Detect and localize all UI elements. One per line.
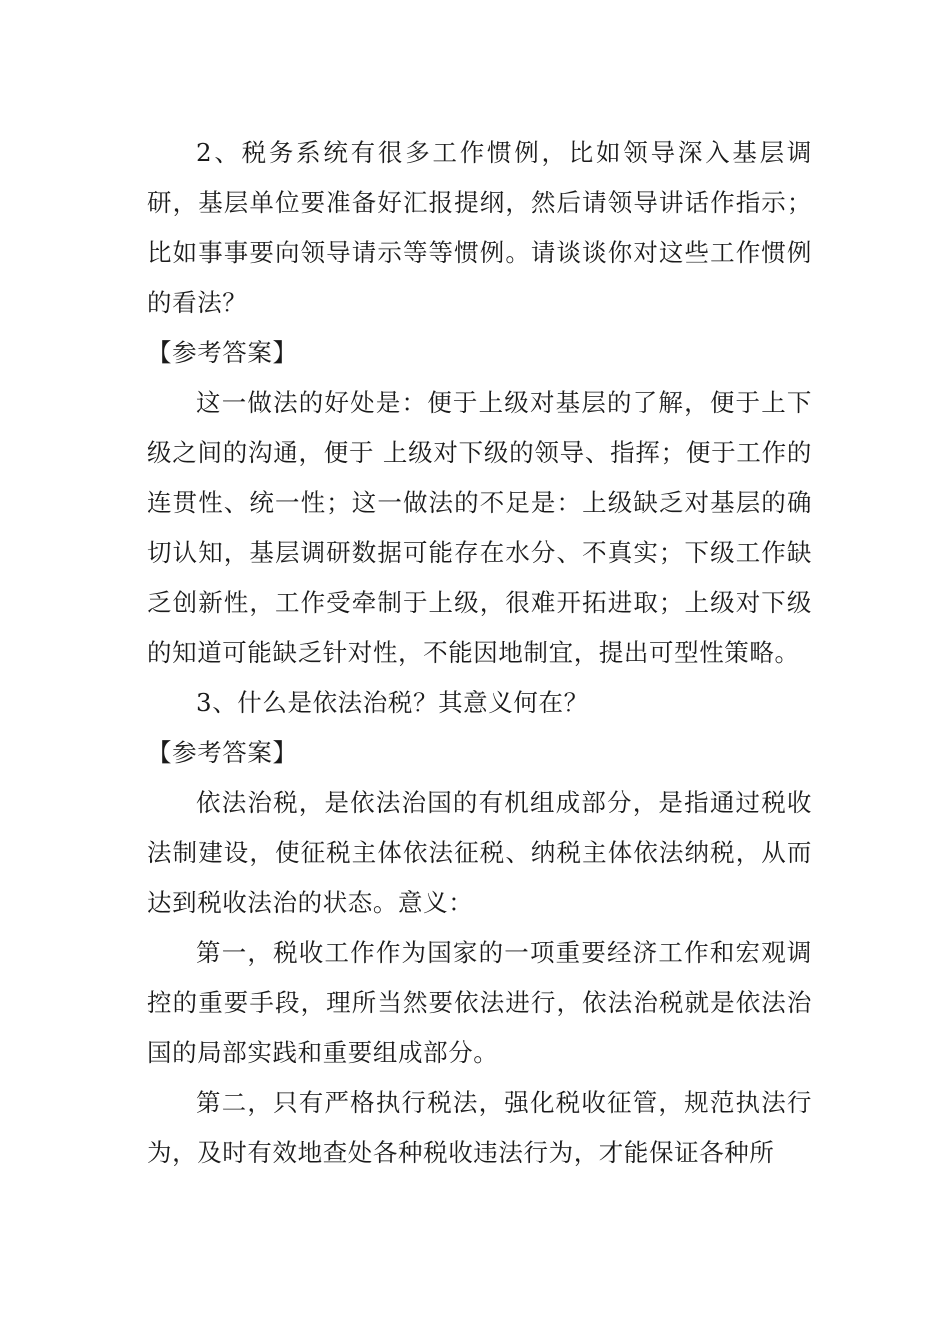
reference-answer-heading: 【参考答案】 (147, 738, 298, 767)
question-2-paragraph: 2、税务系统有很多工作惯例，比如领导深入基层调研，基层单位要准备好汇报提纲，然后请领导讲话作指示；比如事事要向领导请示等等惯例。请谈谈你对这些工作惯例的看法？ (147, 138, 812, 317)
question-3-paragraph: 3、什么是依法治税？其意义何在？ (196, 688, 589, 717)
answer-3-point-2-paragraph: 第二，只有严格执行税法，强化税收征管，规范执法行为，及时有效地查处各种税收违法行为，才能保证各种所 (147, 1088, 812, 1167)
document-body (147, 128, 812, 1178)
answer-3-definition-paragraph: 依法治税，是依法治国的有机组成部分，是指通过税收法制建设，使征税主体依法征税、纳税主体依法纳税，从而达到税收法治的状态。意义： (147, 788, 812, 917)
answer-2-paragraph: 这一做法的好处是：便于上级对基层的了解，便于上下级之间的沟通，便于 上级对下级的领导、指挥；便于工作的连贯性、统一性；这一做法的不足是：上级缺乏对基层的确切认知，基层调研数据可能存在水分、不真实；下级工作缺乏创新性，工作受牵制于上级，很难开拓进取；上级对下级的知道可能缺乏针对性，不能因地制宜，提出可型性策略。 (147, 388, 812, 667)
reference-answer-heading: 【参考答案】 (147, 338, 298, 367)
answer-3-point-1-paragraph: 第一，税收工作作为国家的一项重要经济工作和宏观调控的重要手段，理所当然要依法进行，依法治税就是依法治国的局部实践和重要组成部分。 (147, 938, 812, 1067)
